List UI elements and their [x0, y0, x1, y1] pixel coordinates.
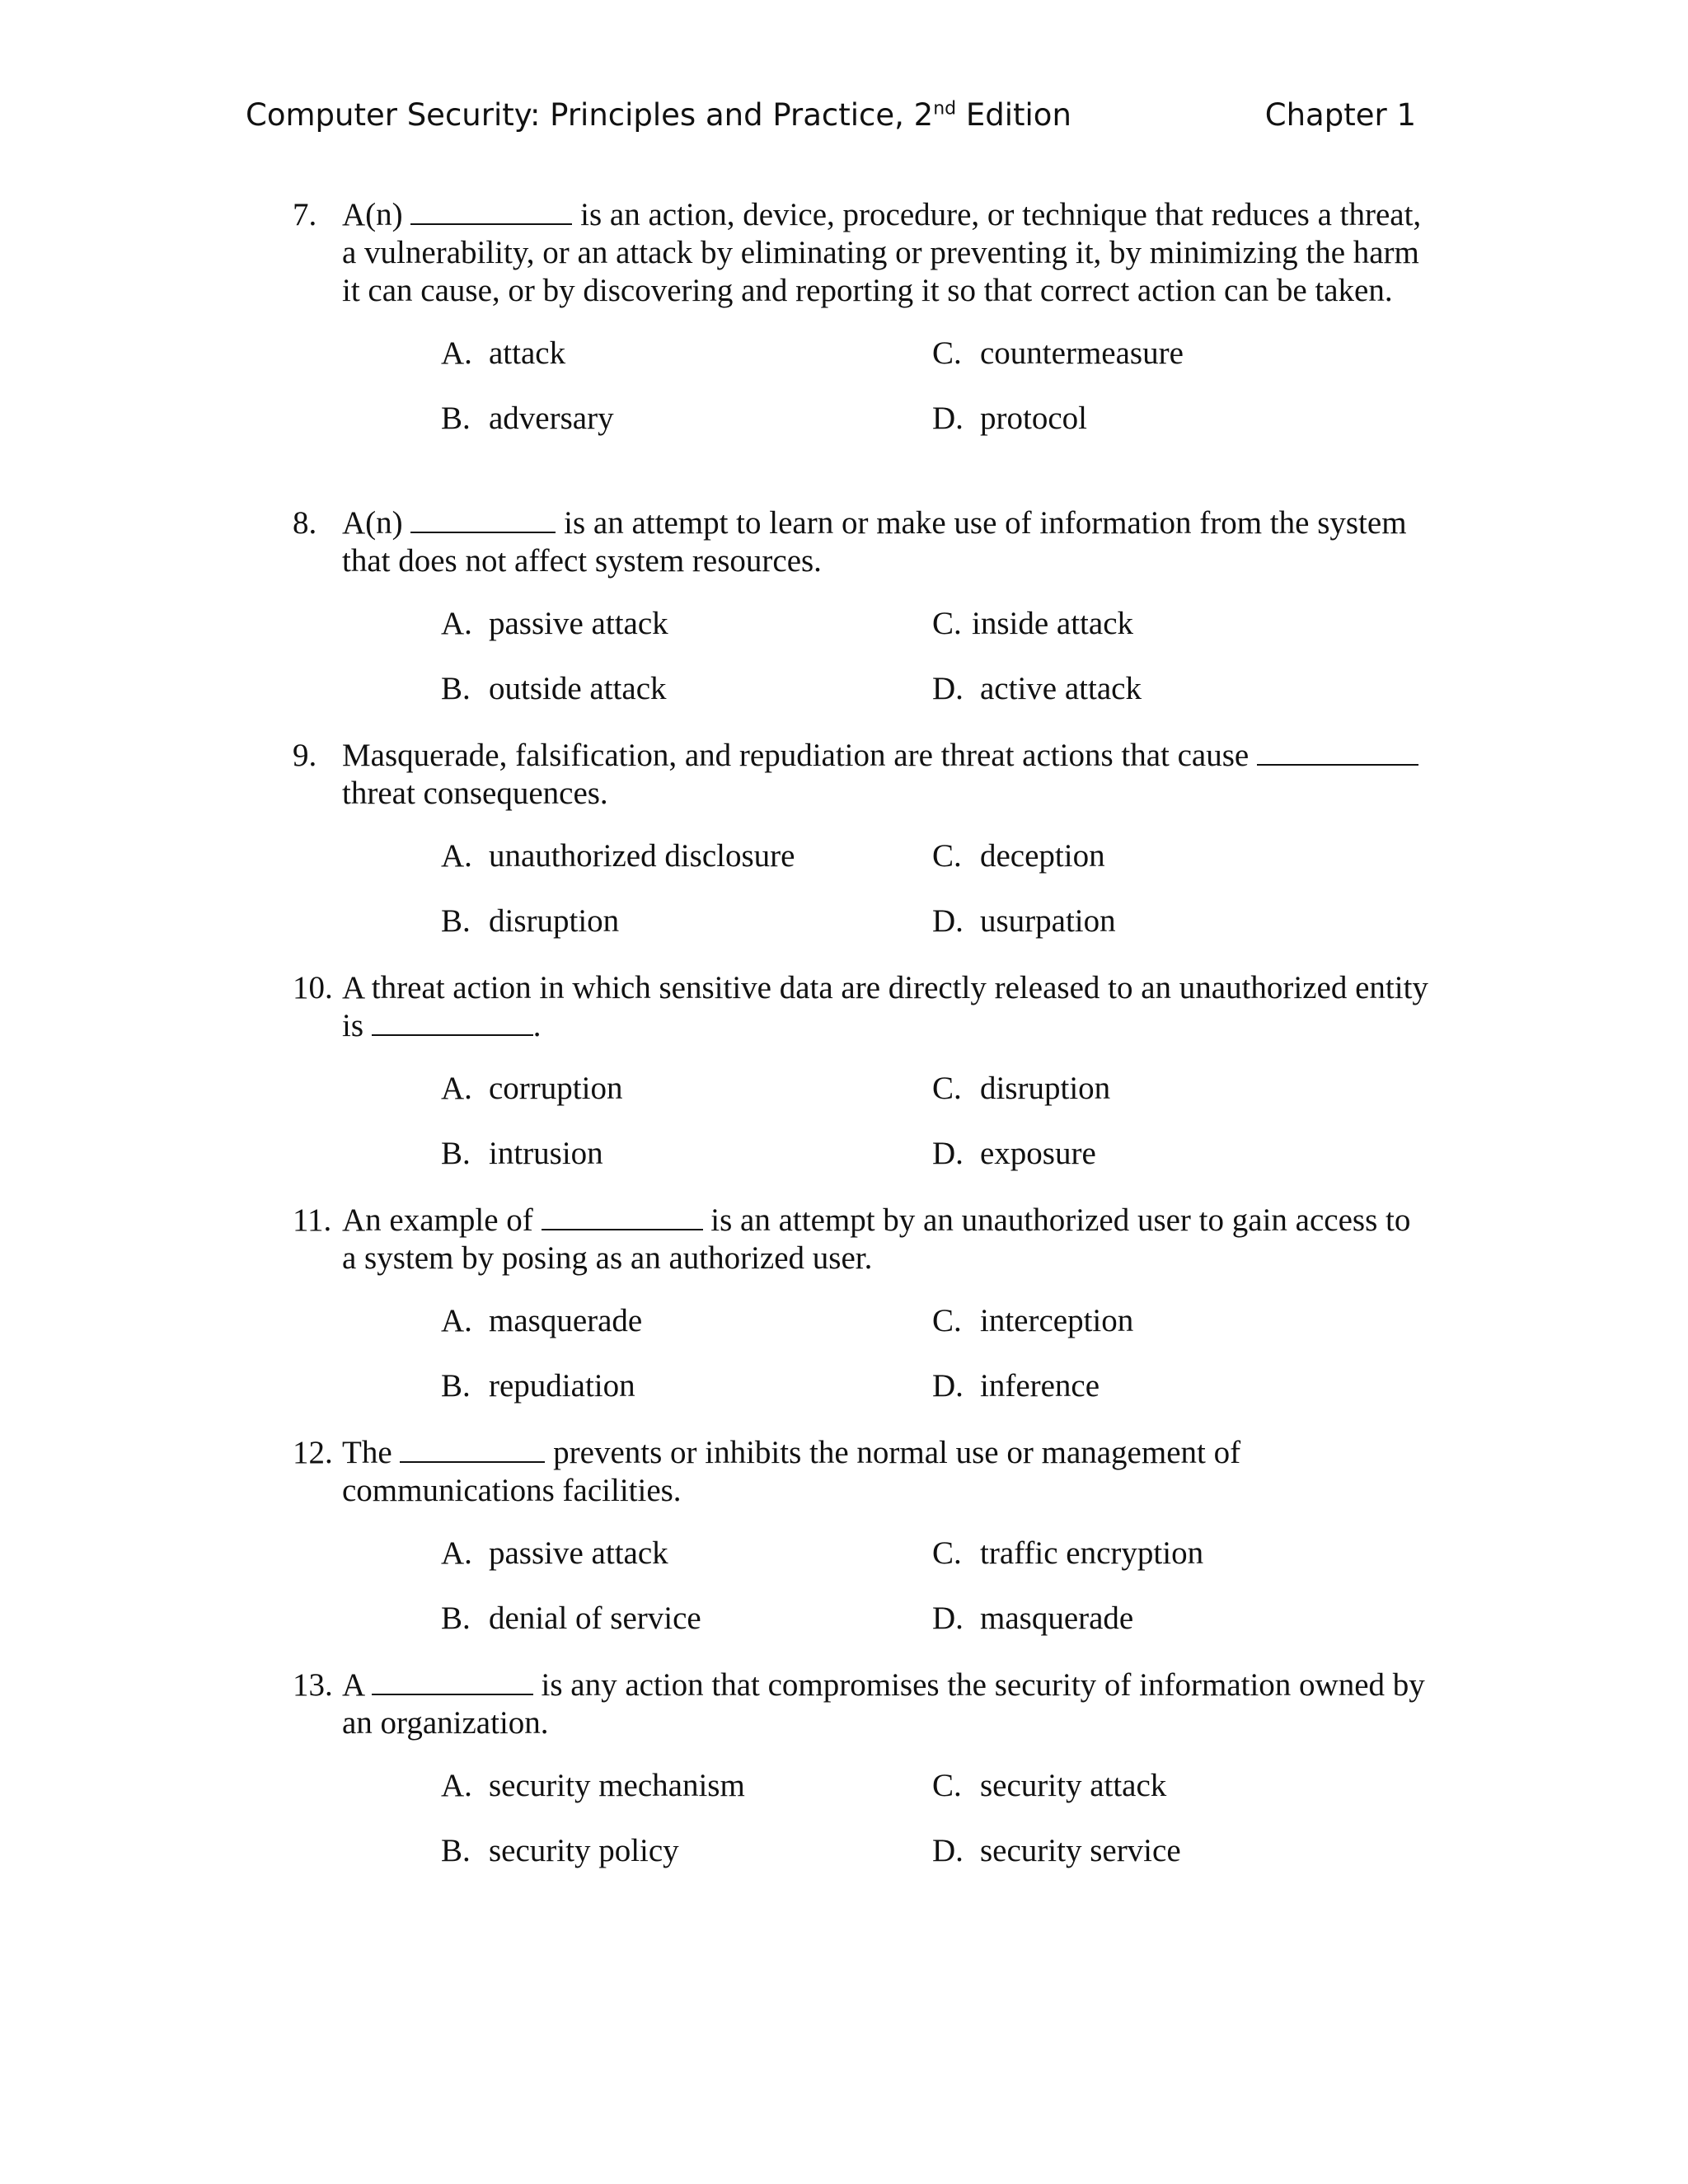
option-letter: A.	[441, 335, 472, 371]
chapter-label: Chapter 1	[1264, 97, 1416, 133]
question-number: 9.	[293, 738, 317, 773]
option-letter: C.	[932, 606, 962, 641]
option-letter: B.	[441, 1368, 471, 1404]
option-a[interactable]	[441, 1767, 745, 1805]
question-number: 10.	[293, 970, 333, 1005]
option-text: exposure	[980, 1136, 1096, 1171]
answer-blank	[410, 505, 556, 533]
answer-blank	[542, 1202, 703, 1230]
question-text-after: is an action, device, procedure, or technique that reduces a threat, a vulnerability, or an attack by eliminating or preventing it, by minimizing the harm it can cause, or by discovering and reporting it so that correct action can be taken.	[342, 197, 1422, 308]
question-number: 12.	[293, 1435, 333, 1470]
answer-options	[293, 1070, 1430, 1200]
question-text-before: A	[342, 1667, 364, 1703]
option-letter: D.	[932, 1601, 964, 1636]
option-a[interactable]	[441, 1535, 668, 1572]
answer-options	[293, 1767, 1430, 1897]
option-b[interactable]	[441, 670, 667, 708]
option-letter: B.	[441, 1601, 471, 1636]
option-text: repudiation	[489, 1368, 635, 1404]
option-letter: C.	[932, 1768, 962, 1803]
option-text: traffic encryption	[980, 1535, 1204, 1571]
question-text-after: prevents or inhibits the normal use or management of communications facilities.	[342, 1435, 1241, 1508]
option-d[interactable]	[932, 400, 1087, 438]
book-title-superscript: nd	[933, 98, 957, 120]
question-number: 13.	[293, 1667, 333, 1703]
option-text: inside attack	[972, 606, 1134, 641]
option-c[interactable]	[932, 335, 1184, 373]
book-title-end: Edition	[956, 97, 1071, 133]
option-text: passive attack	[489, 1535, 668, 1571]
option-a[interactable]	[441, 837, 795, 875]
option-text: unauthorized disclosure	[489, 838, 795, 874]
option-text: active attack	[980, 671, 1142, 706]
option-letter: A.	[441, 1071, 472, 1106]
option-text: countermeasure	[980, 335, 1184, 371]
option-text: denial of service	[489, 1601, 701, 1636]
answer-options	[293, 837, 1430, 968]
option-letter: B.	[441, 903, 471, 939]
option-letter: A.	[441, 1535, 472, 1571]
option-d[interactable]	[932, 670, 1142, 708]
question-text-after: is an attempt to learn or make use of information from the system that does not affect system resources.	[342, 505, 1407, 579]
option-letter: A.	[441, 838, 472, 874]
question-stem	[293, 969, 1430, 1045]
option-d[interactable]	[932, 902, 1116, 940]
question-number: 11.	[293, 1202, 332, 1238]
question-stem	[293, 1202, 1430, 1277]
question-number: 8.	[293, 505, 317, 541]
answer-options	[293, 605, 1430, 735]
option-letter: D.	[932, 401, 964, 436]
page-header	[246, 97, 1416, 147]
option-b[interactable]	[441, 1135, 603, 1173]
question-7	[293, 196, 1430, 465]
option-text: security attack	[980, 1768, 1167, 1803]
question-10	[293, 969, 1430, 1200]
question-13	[293, 1666, 1430, 1897]
option-text: outside attack	[489, 671, 667, 706]
option-a[interactable]	[441, 1302, 642, 1340]
question-text-after: is an attempt by an unauthorized user to gain access to a system by posing as an authorized user.	[342, 1202, 1411, 1276]
question-stem	[293, 737, 1430, 813]
option-a[interactable]	[441, 1070, 622, 1108]
answer-options	[293, 1535, 1430, 1665]
book-title	[246, 97, 1071, 133]
question-text-before: Masquerade, falsification, and repudiation are threat actions that cause	[342, 738, 1250, 773]
option-text: usurpation	[980, 903, 1116, 939]
answer-blank	[400, 1435, 545, 1463]
option-text: deception	[980, 838, 1105, 874]
question-text-after: threat consequences.	[342, 776, 608, 811]
option-text: security policy	[489, 1833, 679, 1868]
question-text-after: is any action that compromises the security of information owned by an organization.	[342, 1667, 1425, 1741]
option-b[interactable]	[441, 1832, 679, 1870]
option-c[interactable]	[932, 837, 1105, 875]
question-12	[293, 1434, 1430, 1665]
option-d[interactable]	[932, 1600, 1133, 1638]
option-b[interactable]	[441, 400, 614, 438]
option-text: corruption	[489, 1071, 623, 1106]
option-text: inference	[980, 1368, 1100, 1404]
option-letter: A.	[441, 606, 472, 641]
option-b[interactable]	[441, 902, 619, 940]
option-text: security service	[980, 1833, 1181, 1868]
question-11	[293, 1202, 1430, 1432]
option-letter: A.	[441, 1303, 472, 1338]
option-d[interactable]	[932, 1832, 1181, 1870]
option-c[interactable]	[932, 1070, 1110, 1108]
answer-blank	[372, 1667, 533, 1695]
option-letter: B.	[441, 671, 471, 706]
answer-options	[293, 1302, 1430, 1432]
option-text: adversary	[489, 401, 614, 436]
option-letter: A.	[441, 1768, 472, 1803]
option-letter: C.	[932, 1071, 962, 1106]
question-9	[293, 737, 1430, 968]
question-8	[293, 504, 1430, 735]
option-letter: C.	[932, 838, 962, 874]
option-text: masquerade	[489, 1303, 643, 1338]
question-number: 7.	[293, 197, 317, 232]
option-text: interception	[980, 1303, 1134, 1338]
option-c[interactable]	[932, 1535, 1203, 1572]
book-title-main: Computer Security: Principles and Practice, 2	[246, 97, 934, 133]
option-b[interactable]	[441, 1600, 701, 1638]
option-letter: C.	[932, 1303, 962, 1338]
question-text-after: .	[532, 1008, 542, 1043]
question-text-before: An example of	[342, 1202, 533, 1238]
option-c[interactable]	[932, 605, 1133, 643]
option-text: security mechanism	[489, 1768, 745, 1803]
option-c[interactable]	[932, 1302, 1133, 1340]
answer-options	[293, 335, 1430, 465]
option-a[interactable]	[441, 605, 668, 643]
option-letter: C.	[932, 1535, 962, 1571]
option-text: disruption	[489, 903, 620, 939]
option-c[interactable]	[932, 1767, 1166, 1805]
question-stem	[293, 196, 1430, 310]
question-text-before: A(n)	[342, 197, 403, 232]
question-stem	[293, 1434, 1430, 1510]
option-letter: B.	[441, 1833, 471, 1868]
option-letter: C.	[932, 335, 962, 371]
option-letter: D.	[932, 903, 964, 939]
option-letter: B.	[441, 1136, 471, 1171]
question-stem	[293, 504, 1430, 580]
option-letter: B.	[441, 401, 471, 436]
question-text-before: The	[342, 1435, 392, 1470]
question-stem	[293, 1666, 1430, 1742]
option-d[interactable]	[932, 1135, 1096, 1173]
option-text: attack	[489, 335, 566, 371]
option-letter: D.	[932, 671, 964, 706]
question-text-before: A(n)	[342, 505, 403, 541]
option-letter: D.	[932, 1368, 964, 1404]
answer-blank	[1257, 738, 1418, 766]
option-d[interactable]	[932, 1367, 1100, 1405]
option-text: disruption	[980, 1071, 1111, 1106]
option-a[interactable]	[441, 335, 565, 373]
option-letter: D.	[932, 1136, 964, 1171]
option-text: protocol	[980, 401, 1087, 436]
option-text: intrusion	[489, 1136, 603, 1171]
option-letter: D.	[932, 1833, 964, 1868]
option-text: masquerade	[980, 1601, 1134, 1636]
answer-blank	[410, 197, 572, 225]
option-b[interactable]	[441, 1367, 635, 1405]
option-text: passive attack	[489, 606, 668, 641]
answer-blank	[372, 1008, 533, 1036]
question-text-before: A threat action in which sensitive data are directly released to an unauthorized entity is	[342, 970, 1428, 1043]
